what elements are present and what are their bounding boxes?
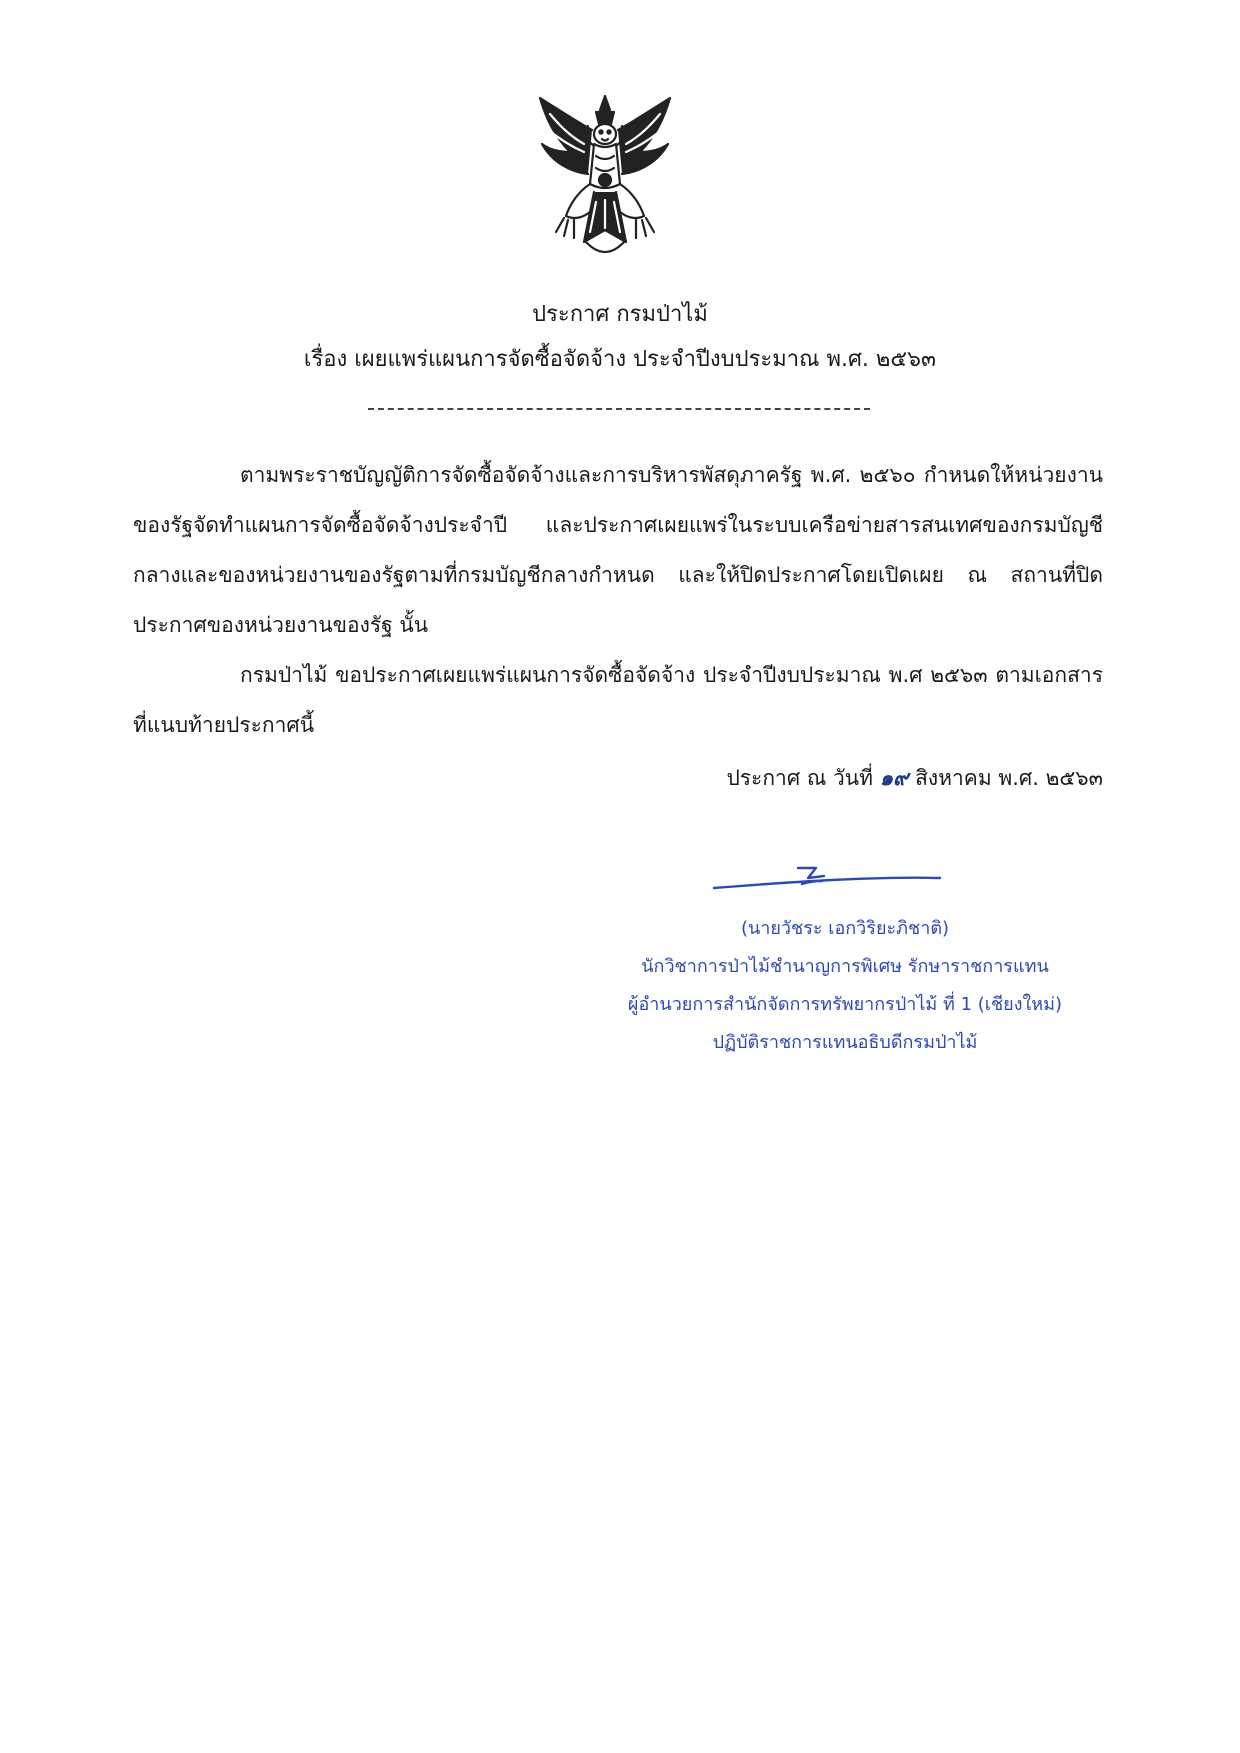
dateline-prefix: ประกาศ ณ วันที่ [726,766,873,790]
body-paragraph-2: กรมป่าไม้ ขอประกาศเผยแพร่แผนการจัดซื้อจัดจ้าง ประจำปีงบประมาณ พ.ศ ๒๕๖๓ ตามเอกสารที่แนบท้ายประกาศนี้ [133,663,1103,737]
signatory-position-1: นักวิชาการป่าไม้ชำนาญการพิเศษ รักษาราชการแทน [641,956,1049,977]
announcement-subject: เรื่อง เผยแพร่แผนการจัดซื้อจัดจ้าง ประจำปีงบประมาณ พ.ศ. ๒๕๖๓ [303,347,937,372]
announcement-dateline [620,762,1103,795]
signatory-position-2: ผู้อำนวยการสำนักจัดการทรัพยากรป่าไม้ ที่ 1 (เชียงใหม่) [627,994,1063,1015]
dateline-month-year: สิงหาคม พ.ศ. ๒๕๖๓ [915,766,1103,790]
signatory-position-3: ปฏิบัติราชการแทนอธิบดีกรมป่าไม้ [712,1032,978,1053]
signature-block [560,910,1130,1062]
signatory-name: (นายวัชระ เอกวิริยะภิชาติ) [740,918,950,939]
announcement-title: ประกาศ กรมป่าไม้ [532,302,708,327]
garuda-emblem-icon [530,92,680,267]
dashed-divider [368,408,870,410]
dateline-day: ๑๙ [879,766,909,790]
announcement-body [133,450,1103,750]
body-paragraph-1: ตามพระราชบัญญัติการจัดซื้อจัดจ้างและการบริหารพัสดุภาครัฐ พ.ศ. ๒๕๖๐ กำหนดให้หน่วยงานของรัฐจัดทำแผนการจัดซื้อจัดจ้างประจำปี และประกาศเผยแพร่ในระบบเครือข่ายสารสนเทศของกรมบัญชีกลางและของหน่วยงานของรัฐตามที่กรมบัญชีกลางกำหนด และให้ปิดประกาศโดยเปิดเผย ณ สถานที่ปิดประกาศของหน่วยงานของรัฐ นั้น [133,463,1103,637]
handwritten-signature-icon [712,858,942,898]
